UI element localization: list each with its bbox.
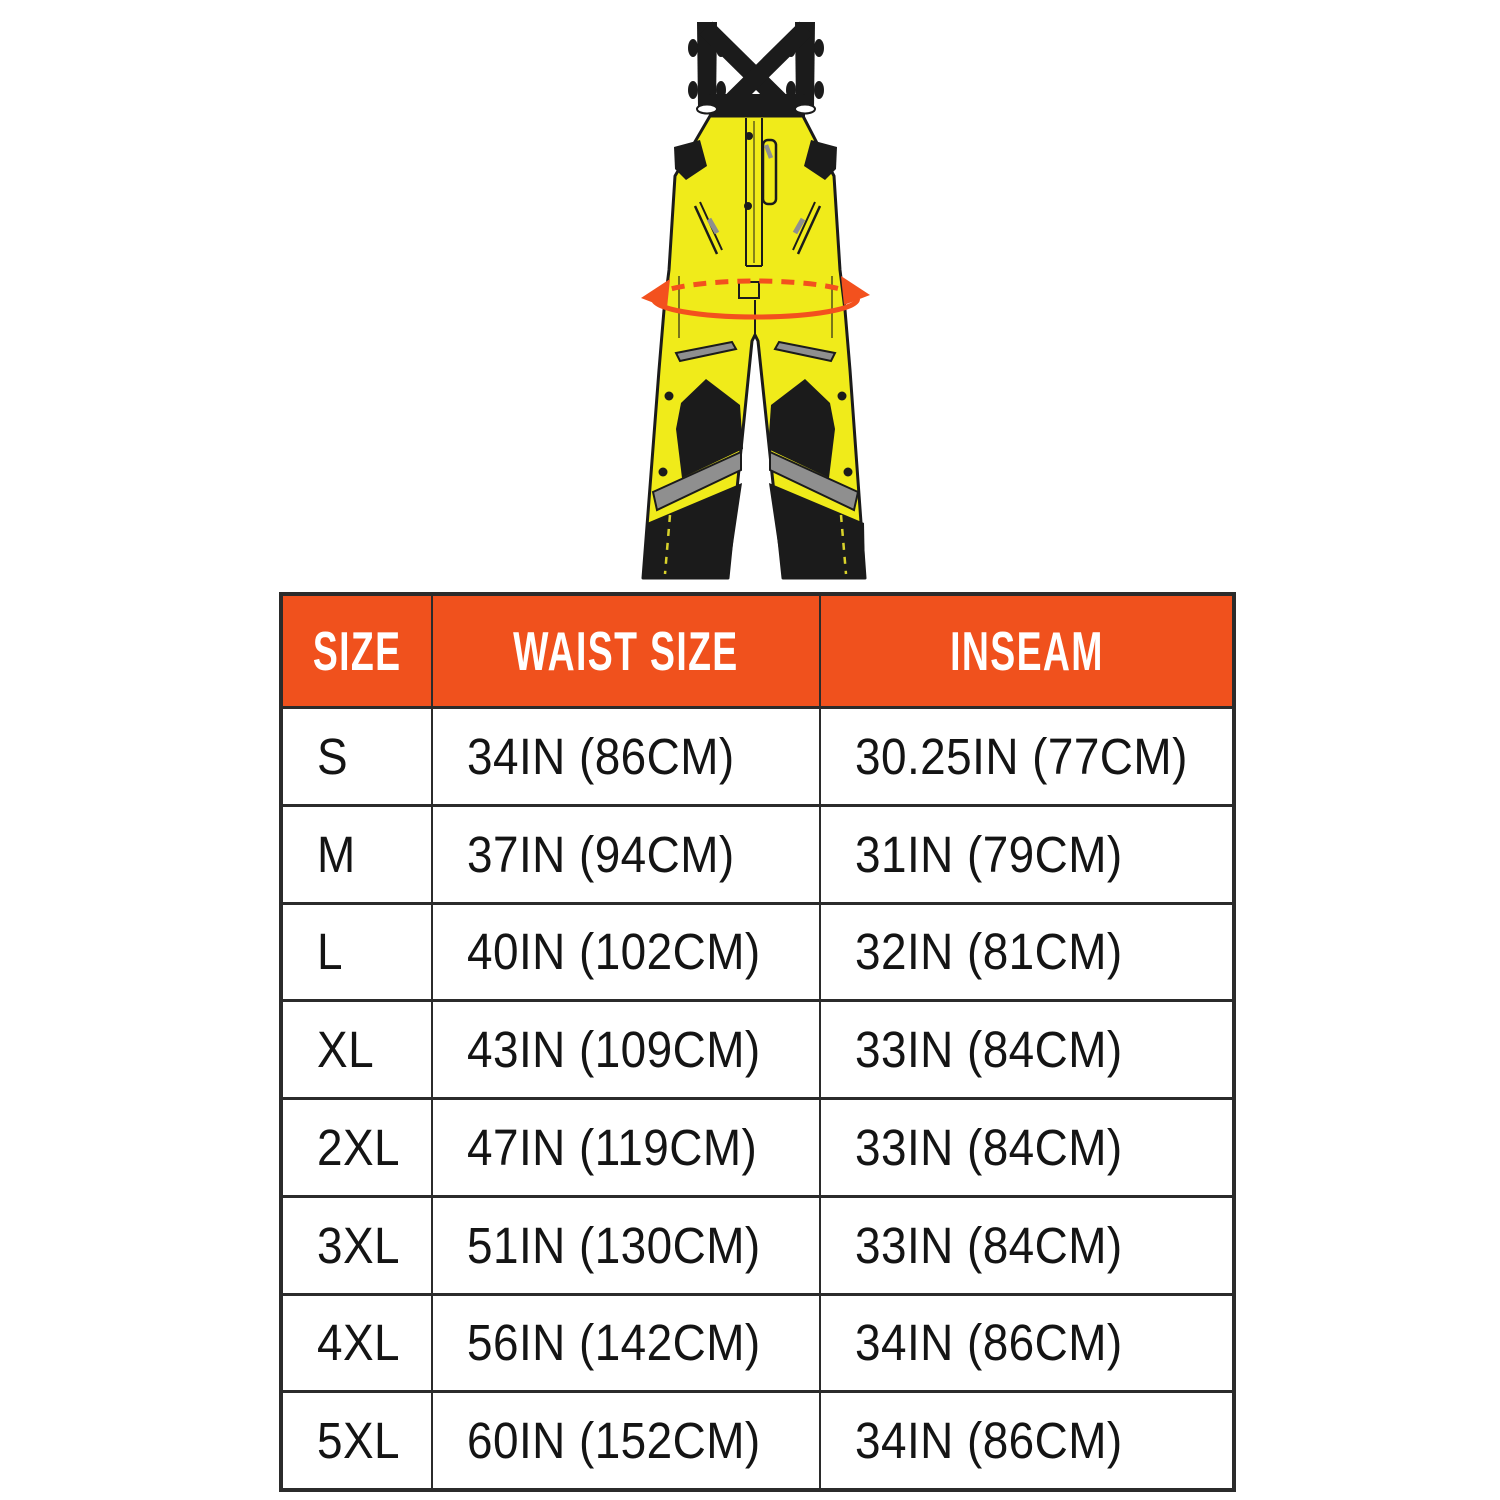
snap-button	[745, 132, 753, 140]
column-header-inseam	[820, 594, 1234, 708]
size-value: 4XL	[317, 1314, 401, 1372]
column-header-waist-size-label: WAIST SIZE	[513, 620, 739, 682]
waist-cell	[432, 1294, 820, 1392]
size-cell	[281, 1392, 432, 1490]
size-value: 2XL	[317, 1118, 401, 1176]
size-cell	[281, 1099, 432, 1197]
waist-value: 60IN (152CM)	[467, 1412, 761, 1470]
fly-tab	[739, 282, 759, 298]
size-value: 5XL	[317, 1412, 401, 1470]
size-value: M	[317, 825, 356, 883]
inseam-value: 34IN (86CM)	[855, 1314, 1123, 1372]
size-value: L	[317, 923, 343, 981]
inseam-value: 31IN (79CM)	[855, 825, 1123, 883]
inseam-value: 33IN (84CM)	[855, 1216, 1123, 1274]
column-header-inseam-label: INSEAM	[949, 620, 1104, 682]
waist-value: 56IN (142CM)	[467, 1314, 761, 1372]
suspenders-icon	[688, 22, 824, 120]
table-row	[281, 805, 1234, 903]
snap-button	[665, 392, 674, 401]
inseam-cell	[820, 708, 1234, 806]
table-row	[281, 1196, 1234, 1294]
table-row	[281, 1001, 1234, 1099]
bib-overalls-illustration	[589, 8, 919, 588]
table-body	[281, 708, 1234, 1491]
column-header-waist-size	[432, 594, 820, 708]
waist-value: 34IN (86CM)	[467, 727, 735, 785]
column-header-size	[281, 594, 432, 708]
waist-cell	[432, 1099, 820, 1197]
waist-cell	[432, 903, 820, 1001]
size-cell	[281, 1196, 432, 1294]
size-cell	[281, 1294, 432, 1392]
inseam-cell	[820, 1099, 1234, 1197]
size-value: 3XL	[317, 1216, 401, 1274]
table-row	[281, 708, 1234, 806]
table-header-row	[281, 594, 1234, 708]
snap-button	[744, 202, 752, 210]
size-value: XL	[317, 1021, 375, 1079]
column-header-size-label: SIZE	[312, 620, 402, 682]
table-row	[281, 1294, 1234, 1392]
inseam-cell	[820, 1392, 1234, 1490]
waist-value: 47IN (119CM)	[467, 1118, 758, 1176]
waist-cell	[432, 1001, 820, 1099]
waist-value: 51IN (130CM)	[467, 1216, 761, 1274]
table-row	[281, 903, 1234, 1001]
size-cell	[281, 805, 432, 903]
inseam-value: 33IN (84CM)	[855, 1021, 1123, 1079]
inseam-value: 34IN (86CM)	[855, 1412, 1123, 1470]
snap-button	[659, 468, 668, 477]
waist-value: 40IN (102CM)	[467, 923, 761, 981]
inseam-value: 30.25IN (77CM)	[855, 727, 1188, 785]
inseam-value: 32IN (81CM)	[855, 923, 1123, 981]
waist-value: 43IN (109CM)	[467, 1021, 761, 1079]
size-value: S	[317, 727, 349, 785]
waist-cell	[432, 805, 820, 903]
inseam-cell	[820, 805, 1234, 903]
inseam-cell	[820, 1196, 1234, 1294]
waist-value: 37IN (94CM)	[467, 825, 735, 883]
size-cell	[281, 903, 432, 1001]
table-row	[281, 1099, 1234, 1197]
size-chart-table	[279, 592, 1236, 1492]
waist-cell	[432, 1392, 820, 1490]
inseam-cell	[820, 903, 1234, 1001]
size-cell	[281, 1001, 432, 1099]
snap-button	[844, 468, 853, 477]
inseam-cell	[820, 1001, 1234, 1099]
snap-button	[838, 392, 847, 401]
waist-cell	[432, 708, 820, 806]
size-cell	[281, 708, 432, 806]
waist-cell	[432, 1196, 820, 1294]
inseam-value: 33IN (84CM)	[855, 1118, 1123, 1176]
table-row	[281, 1392, 1234, 1490]
inseam-cell	[820, 1294, 1234, 1392]
